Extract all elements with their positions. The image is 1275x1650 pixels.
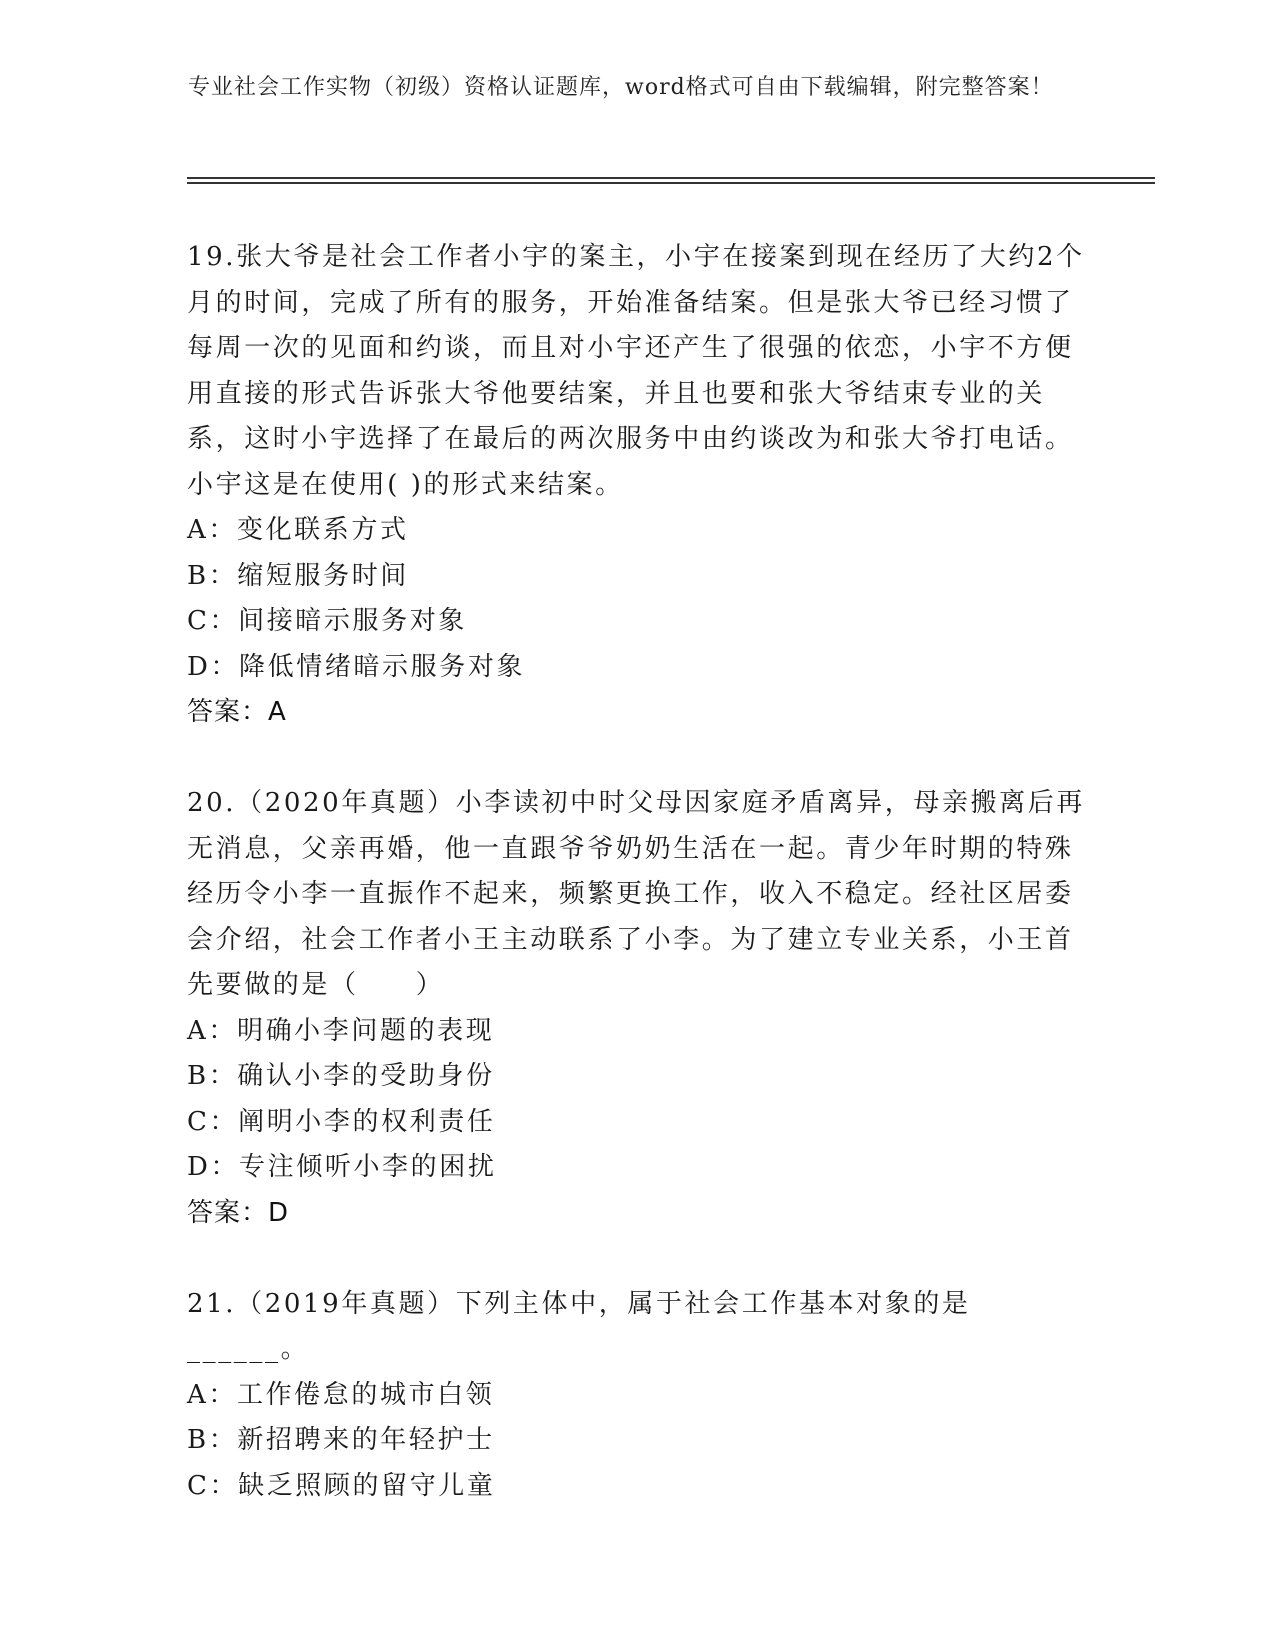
option-c: C：间接暗示服务对象 bbox=[187, 606, 467, 636]
question-spacer bbox=[187, 736, 1087, 782]
option-d: D：专注倾听小李的困扰 bbox=[187, 1152, 497, 1182]
question-text: 19.张大爷是社会工作者小宇的案主，小宇在接案到现在经历了大约2个月的时间，完成了所有的服务，开始准备结案。但是张大爷已经习惯了每周一次的见面和约谈，而且对小宇还产生了很强的依恋，小宇不方便用直接的形式告诉张大爷他要结案，并且也要和张大爷结束专业的关系，这时小宇选择了在最后的两次服务中由约谈改为和张大爷打电话。小宇这是在使用( )的形式来结案。 bbox=[187, 242, 1085, 500]
option-b: B：新招聘来的年轻护士 bbox=[187, 1425, 495, 1455]
option-a: A：变化联系方式 bbox=[187, 515, 409, 545]
option-b: B：缩短服务时间 bbox=[187, 560, 409, 591]
option-d: D：降低情绪暗示服务对象 bbox=[187, 651, 526, 682]
option-a: A：工作倦怠的城市白领 bbox=[187, 1379, 495, 1410]
question-19 bbox=[187, 235, 1087, 736]
question-text: 20.（2020年真题）小李读初中时父母因家庭矛盾离异，母亲搬离后再无消息，父亲再婚，他一直跟爷爷奶奶生活在一起。青少年时期的特殊经历令小李一直振作不起来，频繁更换工作，收入不稳定。经社区居委会介绍，社会工作者小王主动联系了小李。为了建立专业关系，小王首先要做的是（ ） bbox=[187, 788, 1085, 1000]
document-header: 专业社会工作实物（初级）资格认证题库，word格式可自由下载编辑，附完整答案！ bbox=[188, 75, 1054, 100]
option-a: A：明确小李问题的表现 bbox=[187, 1015, 495, 1046]
question-21 bbox=[187, 1282, 1087, 1510]
header-divider-bottom bbox=[187, 182, 1155, 184]
question-spacer bbox=[187, 1236, 1087, 1282]
header-divider-top bbox=[187, 177, 1155, 179]
question-list bbox=[187, 235, 1087, 1509]
option-b: B：确认小李的受助身份 bbox=[187, 1061, 495, 1091]
answer: 答案：A bbox=[187, 697, 287, 727]
option-c: C：阐明小李的权利责任 bbox=[187, 1106, 496, 1137]
option-c: C：缺乏照顾的留守儿童 bbox=[187, 1470, 496, 1501]
answer: 答案：D bbox=[187, 1197, 290, 1228]
question-20 bbox=[187, 781, 1087, 1236]
question-text: 21.（2019年真题）下列主体中，属于社会工作基本对象的是______。 bbox=[187, 1288, 971, 1364]
